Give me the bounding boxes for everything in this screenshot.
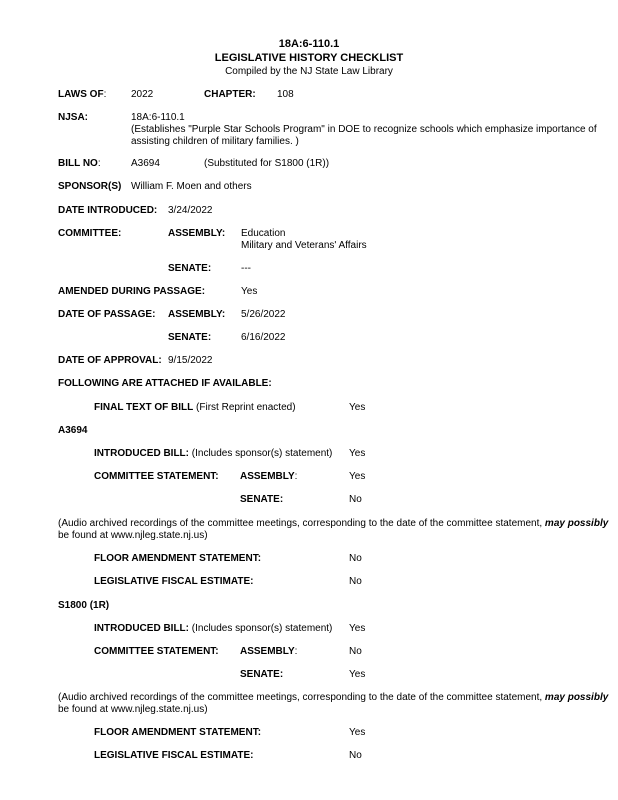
passage-senate-value: 6/16/2022 [241,332,286,343]
introduced-bill-value: Yes [349,623,366,634]
committee-statement-assembly-value: No [349,646,362,657]
bill-section-id: A3694 [58,425,88,436]
laws-of-value: 2022 [131,89,154,100]
date-of-approval-label: DATE OF APPROVAL: [58,355,162,366]
chapter-label: CHAPTER: [204,89,256,100]
committee-statement-assembly-value: Yes [349,471,366,482]
amended-value: Yes [241,286,258,297]
bill-no-label: BILL NO: [58,158,101,169]
passage-assembly-value: 5/26/2022 [241,309,286,320]
audio-note-line-2: be found at www.njleg.state.nj.us) [58,704,208,715]
bill-section-id: S1800 (1R) [58,600,110,611]
amended-label: AMENDED DURING PASSAGE: [58,286,206,297]
committee-statement-assembly-label: ASSEMBLY: [240,471,298,482]
bill-no-value: A3694 [131,158,160,169]
document-citation: 18A:6-110.1 [278,38,340,50]
committee-assembly-value-2: Military and Veterans' Affairs [241,240,367,251]
floor-amendment-value: No [349,553,362,564]
floor-amendment-value: Yes [349,727,366,738]
committee-senate-value: --- [241,263,251,274]
committee-statement-label: COMMITTEE STATEMENT: [94,471,219,482]
date-of-passage-label: DATE OF PASSAGE: [58,309,156,320]
njsa-description: (Establishes "Purple Star Schools Program" in DOE to recognize schools which emphasize importance of assisting children of military families. ) [131,124,597,147]
committee-statement-assembly-label: ASSEMBLY: [240,646,298,657]
attached-heading: FOLLOWING ARE ATTACHED IF AVAILABLE: [58,378,272,389]
committee-label: COMMITTEE: [58,228,122,239]
fiscal-estimate-label: LEGISLATIVE FISCAL ESTIMATE: [94,576,254,587]
introduced-bill-value: Yes [349,448,366,459]
committee-assembly-label: ASSEMBLY: [168,228,226,239]
sponsors-label: SPONSOR(S) [58,181,122,192]
introduced-bill-label: INTRODUCED BILL: (Includes sponsor(s) statement) [94,623,333,634]
audio-note-line-1: (Audio archived recordings of the committee meetings, corresponding to the date of the committee statement, may possibly [58,518,609,529]
laws-of-label: LAWS OF: [58,89,107,100]
fiscal-estimate-label: LEGISLATIVE FISCAL ESTIMATE: [94,750,254,761]
committee-statement-senate-label: SENATE: [240,669,284,680]
audio-note-line-1: (Audio archived recordings of the committee meetings, corresponding to the date of the committee statement, may possibly [58,692,609,703]
njsa-citation: 18A:6-110.1 [131,112,185,123]
final-text-value: Yes [349,402,366,413]
chapter-value: 108 [277,89,294,100]
date-introduced-label: DATE INTRODUCED: [58,205,158,216]
introduced-bill-label: INTRODUCED BILL: (Includes sponsor(s) statement) [94,448,333,459]
passage-senate-label: SENATE: [168,332,212,343]
committee-statement-senate-label: SENATE: [240,494,284,505]
audio-note-line-2: be found at www.njleg.state.nj.us) [58,530,208,541]
floor-amendment-label: FLOOR AMENDMENT STATEMENT: [94,727,262,738]
date-of-approval-value: 9/15/2022 [168,355,213,366]
committee-statement-label: COMMITTEE STATEMENT: [94,646,219,657]
fiscal-estimate-value: No [349,576,362,587]
floor-amendment-label: FLOOR AMENDMENT STATEMENT: [94,553,262,564]
committee-statement-senate-value: No [349,494,362,505]
final-text-label: FINAL TEXT OF BILL (First Reprint enacted) [94,402,296,413]
substituted-note: (Substituted for S1800 (1R)) [204,158,330,169]
njsa-label: NJSA: [58,112,89,123]
sponsors-value: William F. Moen and others [131,181,252,192]
date-introduced-value: 3/24/2022 [168,205,213,216]
compiled-by: Compiled by the NJ State Law Library [225,66,393,77]
committee-assembly-value-1: Education [241,228,286,239]
committee-statement-senate-value: Yes [349,669,366,680]
fiscal-estimate-value: No [349,750,362,761]
passage-assembly-label: ASSEMBLY: [168,309,226,320]
committee-senate-label: SENATE: [168,263,212,274]
document-title: LEGISLATIVE HISTORY CHECKLIST [214,52,404,64]
